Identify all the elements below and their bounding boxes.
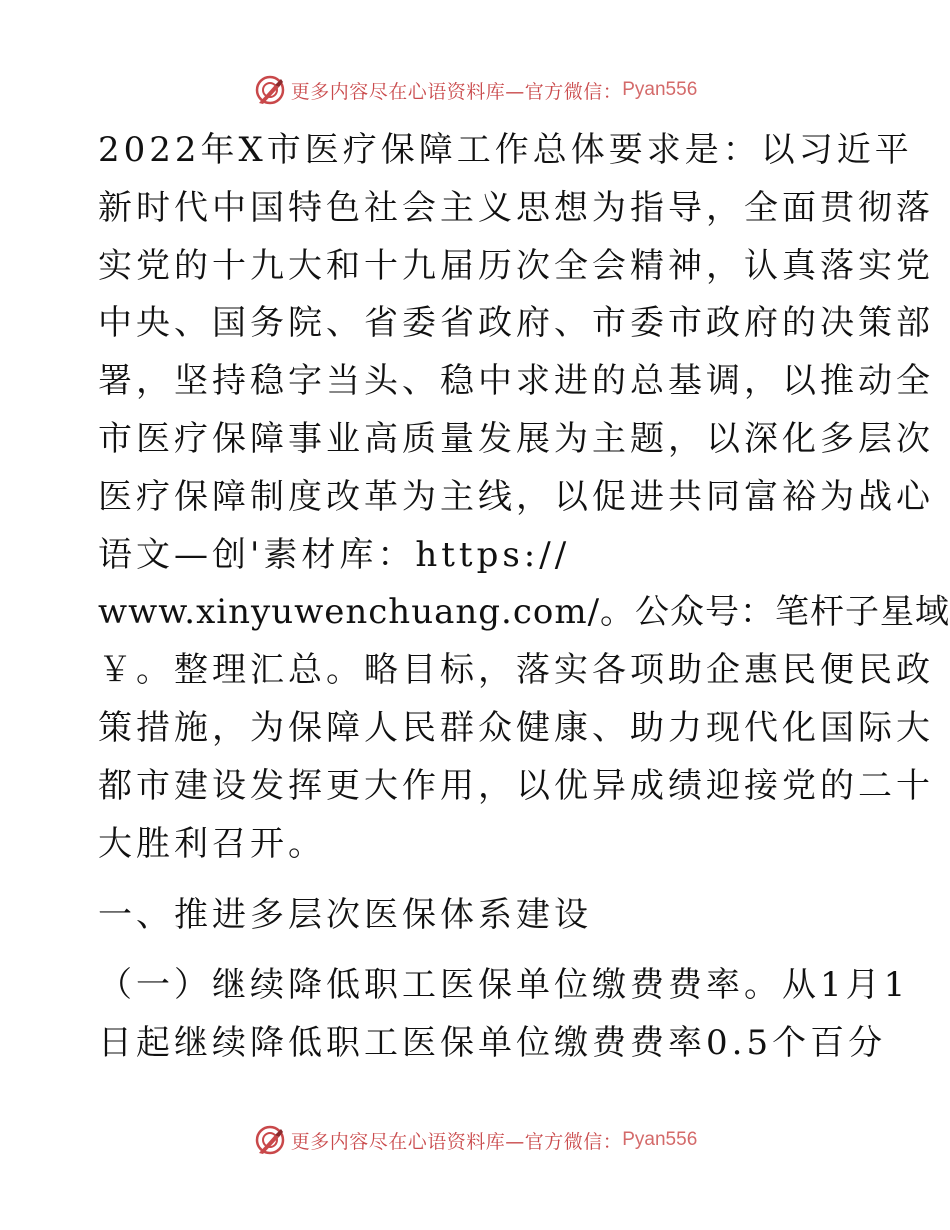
paragraph-line: 市医疗保障事业高质量发展为主题，以深化多层次 bbox=[98, 418, 934, 459]
watermark-handle: Pyan556 bbox=[622, 79, 698, 100]
paragraph-line: 中央、国务院、省委省政府、市委市政府的决策部 bbox=[98, 303, 934, 344]
paragraph-line: 实党的十九大和十九届历次全会精神，认真落实党 bbox=[98, 245, 934, 286]
subsection-line: （一）继续降低职工医保单位缴费费率。从1月1 bbox=[98, 965, 910, 1006]
document-body bbox=[98, 122, 950, 1073]
paragraph-line: 署，坚持稳字当头、稳中求进的总基调，以推动全 bbox=[98, 361, 934, 402]
subsection-line: 日起继续降低职工医保单位缴费费率0.5个百分 bbox=[98, 1022, 887, 1063]
paragraph-line: 2022年X市医疗保障工作总体要求是：以习近平 bbox=[98, 130, 913, 170]
watermark-handle: Pyan556 bbox=[622, 1129, 698, 1150]
paragraph-line: ￥。整理汇总。略目标，落实各项助企惠民便民政 bbox=[98, 650, 934, 691]
watermark-text: 更多内容尽在心语资料库—官方微信： bbox=[290, 1130, 623, 1153]
section-heading: 一、推进多层次医保体系建设 bbox=[98, 895, 592, 936]
footer-watermark-banner bbox=[0, 1120, 950, 1160]
watermark-text: 更多内容尽在心语资料库—官方微信： bbox=[290, 80, 623, 103]
paragraph-line: 医疗保障制度改革为主线，以促进共同富裕为战心 bbox=[98, 476, 934, 517]
paragraph-line: 新时代中国特色社会主义思想为指导，全面贯彻落 bbox=[98, 187, 934, 228]
paragraph-line: 策措施，为保障人民群众健康、助力现代化国际大 bbox=[98, 707, 934, 748]
header-watermark-banner bbox=[0, 70, 950, 110]
pen-circle-logo-icon bbox=[253, 1123, 287, 1157]
paragraph-line-url: www.xinyuwenchuang.com/。公众号：笔杆子星域 bbox=[98, 592, 950, 633]
paragraph-line: 都市建设发挥更大作用，以优异成绩迎接党的二十 bbox=[98, 765, 934, 806]
pen-circle-logo-icon bbox=[253, 73, 287, 107]
paragraph-line: 语文—创'素材库：https:// bbox=[98, 534, 571, 575]
paragraph-line: 大胜利召开。 bbox=[98, 823, 326, 864]
